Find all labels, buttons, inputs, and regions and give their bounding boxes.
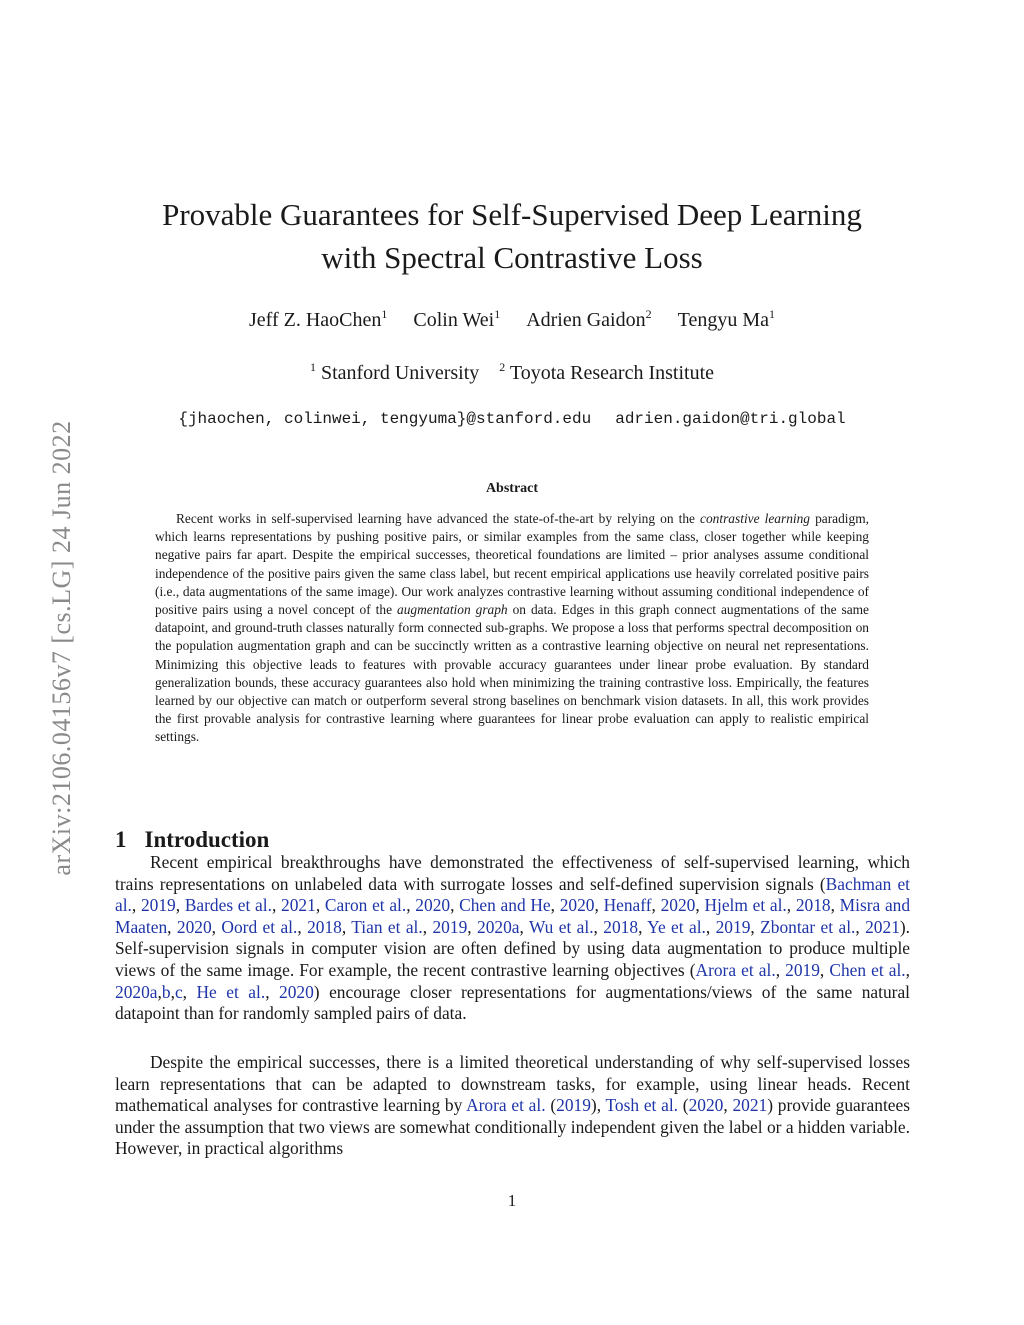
citation-link[interactable]: 2018	[307, 916, 342, 937]
text-run: ,	[750, 916, 761, 937]
email-address: adrien.gaidon@tri.global	[615, 410, 846, 428]
text-run: ,	[450, 895, 460, 916]
email-list	[0, 410, 1024, 428]
text-run: on data. Edges in this graph connect augmentations of the same datapoint, and ground-truth classes naturally form connected sub-graphs. We propose a loss that performs spectral decomposition on the population augmentation graph and can be succinctly written as a contrastive learning objective on neural net representations. Minimizing this objective leads to features with provable accuracy guarantees under linear probe evaluation. By standard generalization bounds, these accuracy guarantees also hold when minimizing the training contrastive loss. Empirically, the features learned by our objective can match or outperform several strong baselines on benchmark vision datasets. In all, this work provides the first provable analysis for contrastive learning where guarantees for linear probe evaluation can apply to realistic empirical settings.	[155, 602, 870, 745]
text-run: ,	[905, 959, 911, 980]
citation-link[interactable]: Tosh et al.	[605, 1095, 679, 1116]
affiliation: $^1$ Stanford University	[309, 360, 480, 384]
citation-link[interactable]: 2021	[732, 1095, 768, 1116]
citation-link[interactable]: Henaff	[603, 895, 652, 916]
text-run: ,	[170, 981, 175, 1002]
text-run: Despite the empirical successes, there is a limited theoretical understanding of why self-supervised losses learn representations that can be adapted to downstream tasks, for example, using linear heads. Recent mathematical analyses for contrastive learning by	[115, 1052, 910, 1116]
citation-link[interactable]: 2020	[415, 895, 451, 916]
text-run: (	[678, 1095, 689, 1116]
text-run: ,	[819, 959, 830, 980]
text-run: ,	[315, 895, 325, 916]
text-run: ,	[265, 981, 280, 1002]
citation-link[interactable]: 2020	[176, 916, 212, 937]
text-run: ,	[705, 916, 716, 937]
citation-link[interactable]: Caron et al.	[324, 895, 407, 916]
citation-link[interactable]: 2021	[865, 916, 900, 937]
text-run: ,	[651, 895, 661, 916]
citation-link[interactable]: Bachman et al.	[115, 873, 910, 916]
text-run: ,	[695, 895, 705, 916]
text-run: ,	[593, 916, 604, 937]
citation-link[interactable]: Oord et al.	[221, 916, 298, 937]
author: Tengyu Ma$^1$	[677, 307, 775, 331]
text-run: (	[545, 1095, 557, 1116]
text-run: ,	[157, 981, 162, 1002]
text-run: contrastive learning	[700, 511, 810, 526]
page-number: 1	[507, 1191, 517, 1210]
section-heading: 1 Introduction	[115, 827, 270, 853]
citation-link[interactable]: 2019	[140, 895, 176, 916]
title-line: Provable Guarantees for Self-Supervised Deep Learning	[162, 196, 862, 232]
text-run: ,	[638, 916, 648, 937]
text-run: ),	[590, 1095, 606, 1116]
citation-link[interactable]: 2019	[556, 1095, 591, 1116]
citation-link[interactable]: 2020a	[115, 981, 158, 1002]
citation-link[interactable]: Wu et al.	[528, 916, 594, 937]
text-run: ,	[855, 916, 866, 937]
body-paragraph	[115, 852, 910, 1025]
citation-link[interactable]: 2018	[603, 916, 639, 937]
citation-link[interactable]: Arora et al.	[695, 959, 776, 980]
citation-link[interactable]: 2019	[785, 959, 820, 980]
citation-link[interactable]: Ye et al.	[647, 916, 706, 937]
text-run: ,	[175, 895, 185, 916]
citation-link[interactable]: 2018	[795, 895, 831, 916]
text-run: ,	[594, 895, 604, 916]
citation-link[interactable]: Hjelm et al.	[704, 895, 787, 916]
citation-link[interactable]: Chen and He	[459, 895, 551, 916]
text-run: ) provide guarantees under the assumption that two views are somewhat conditionally independent given the label or a hidden variable. However, in practical algorithms	[115, 1095, 911, 1159]
text-run: ,	[519, 916, 529, 937]
affiliation-list	[0, 360, 1024, 385]
citation-link[interactable]: Zbontar et al.	[760, 916, 856, 937]
citation-link[interactable]: 2021	[281, 895, 316, 916]
citation-link[interactable]: 2019	[432, 916, 468, 937]
author: Jeff Z. HaoChen$^1$	[249, 307, 388, 331]
text-run: ,	[182, 981, 197, 1002]
text-run: ,	[167, 916, 177, 937]
body-paragraph	[115, 1052, 910, 1160]
citation-link[interactable]: b	[161, 981, 171, 1002]
abstract-heading: Abstract	[485, 481, 539, 496]
text-run: ,	[723, 1095, 733, 1116]
text-run: ,	[297, 916, 308, 937]
citation-link[interactable]: 2019	[715, 916, 751, 937]
citation-link[interactable]: Tian et al.	[351, 916, 423, 937]
author: Adrien Gaidon$^2$	[526, 307, 652, 331]
text-run: ,	[775, 959, 786, 980]
text-run: paradigm, which learns representations by pushing positive pairs, or similar examples from the same class, closer together while keeping negative pairs far apart. Despite the empirical successes, theoretical foundations are limited – prior analyses assume conditional independence of the positive pairs given the same class label, but recent empirical applications use heavily correlated positive pairs (i.e., data augmentations of the same image). Our work analyzes contrastive learning without assuming conditional independence of positive pairs using a novel concept of the	[155, 511, 869, 618]
text-run: ,	[341, 916, 352, 937]
citation-link[interactable]: 2020	[559, 895, 595, 916]
text-run: ,	[211, 916, 222, 937]
paper-title	[0, 193, 1024, 279]
citation-link[interactable]: He et al.	[196, 981, 266, 1002]
text-run: ,	[131, 895, 141, 916]
text-run: ,	[422, 916, 433, 937]
text-run: Recent empirical breakthroughs have demonstrated the effectiveness of self-supervised learning, which trains representations on unlabeled data with surrogate losses and self-defined supervision signals (	[115, 852, 910, 894]
text-run: ,	[406, 895, 416, 916]
author: Colin Wei$^1$	[413, 307, 501, 331]
citation-link[interactable]: 2020	[660, 895, 696, 916]
text-run: ). Self-supervision signals in computer vision are often defined by using data augmentation to produce multiple views of the same image. For example, the recent contrastive learning objectives (	[115, 916, 911, 980]
text-run: augmentation graph	[397, 602, 508, 618]
text-run: ,	[467, 916, 477, 937]
text-run: ,	[830, 895, 840, 916]
citation-link[interactable]: 2020a	[477, 916, 520, 937]
abstract-text	[155, 510, 869, 747]
text-run: ) encourage closer representations for augmentations/views of the same natural datapoint than for randomly sampled pairs of data.	[115, 981, 910, 1024]
citation-link[interactable]: 2020	[279, 981, 314, 1002]
author-list	[0, 307, 1024, 332]
citation-link[interactable]: 2020	[688, 1095, 724, 1116]
text-run: Recent works in self-supervised learning have advanced the state-of-the-art by relying on the	[176, 511, 701, 526]
affiliation: $^2$ Toyota Research Institute	[499, 360, 715, 384]
citation-link[interactable]: Chen et al.	[829, 959, 906, 980]
text-run: ,	[786, 895, 796, 916]
title-line: with Spectral Contrastive Loss	[321, 239, 703, 275]
citation-link[interactable]: c	[174, 981, 183, 1002]
text-run: ,	[271, 895, 282, 916]
citation-link[interactable]: Bardes et al.	[184, 895, 272, 916]
email-address: {jhaochen, colinwei, tengyuma}@stanford.edu	[178, 410, 592, 428]
citation-link[interactable]: Misra and Maaten	[115, 895, 911, 937]
arxiv-identifier-stamp: arXiv:2106.04156v7 [cs.LG] 24 Jun 2022	[47, 420, 76, 876]
text-run: ,	[550, 895, 560, 916]
citation-link[interactable]: Arora et al.	[466, 1095, 546, 1116]
